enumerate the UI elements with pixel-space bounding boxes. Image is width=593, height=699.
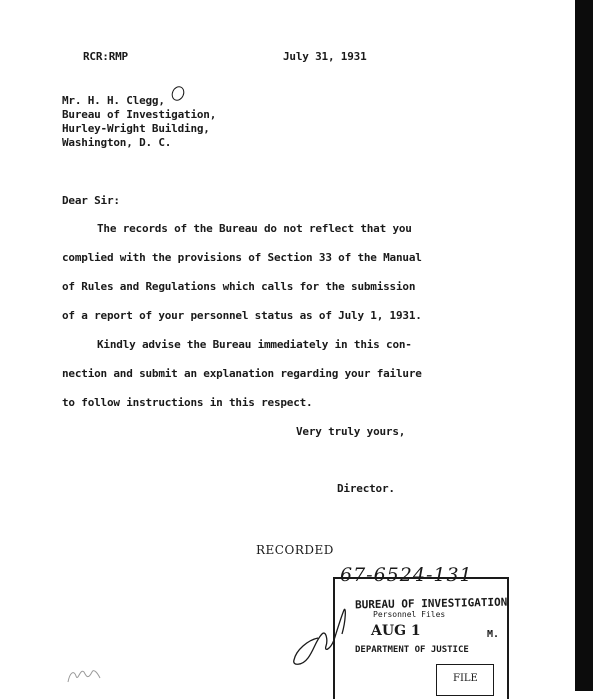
body-line-2: complied with the provisions of Section 33 of the Manual: [62, 251, 422, 264]
body-line-7: to follow instructions in this respect.: [62, 396, 313, 409]
file-box-label: FILE: [453, 673, 478, 684]
body-line-3: of Rules and Regulations which calls for the submission: [62, 280, 416, 293]
reference-initials: RCR:RMP: [83, 50, 128, 63]
body-line-1: The records of the Bureau do not reflect that you: [97, 222, 412, 235]
stamp-bureau-name: BUREAU OF INVESTIGATION: [354, 595, 508, 612]
addressee-building: Hurley-Wright Building,: [62, 122, 210, 135]
faint-margin-notation: [64, 662, 108, 690]
stamp-date: AUG 1: [371, 623, 421, 639]
stamp-meridiem: M.: [487, 629, 500, 640]
handwritten-initials-scribble: [288, 600, 358, 670]
handwritten-mark: [169, 84, 186, 103]
body-line-5: Kindly advise the Bureau immediately in this con-: [97, 338, 412, 351]
salutation: Dear Sir:: [62, 194, 120, 207]
scan-border: [575, 0, 593, 691]
file-box: [436, 664, 494, 696]
body-line-4: of a report of your personnel status as of July 1, 1931.: [62, 309, 422, 322]
file-number-handwritten: 67-6524-131: [340, 564, 473, 586]
addressee-name: Mr. H. H. Clegg,: [62, 94, 165, 107]
stamp-department: DEPARTMENT OF JUSTICE: [355, 645, 469, 655]
signature-title: Director.: [337, 482, 395, 495]
stamp-personnel-files: Personnel Files: [373, 610, 446, 619]
closing: Very truly yours,: [296, 425, 406, 438]
addressee-city: Washington, D. C.: [62, 136, 172, 149]
recorded-stamp: RECORDED: [256, 543, 334, 557]
body-line-6: nection and submit an explanation regarding your failure: [62, 367, 422, 380]
addressee-bureau: Bureau of Investigation,: [62, 108, 217, 121]
letter-date: July 31, 1931: [283, 50, 367, 63]
